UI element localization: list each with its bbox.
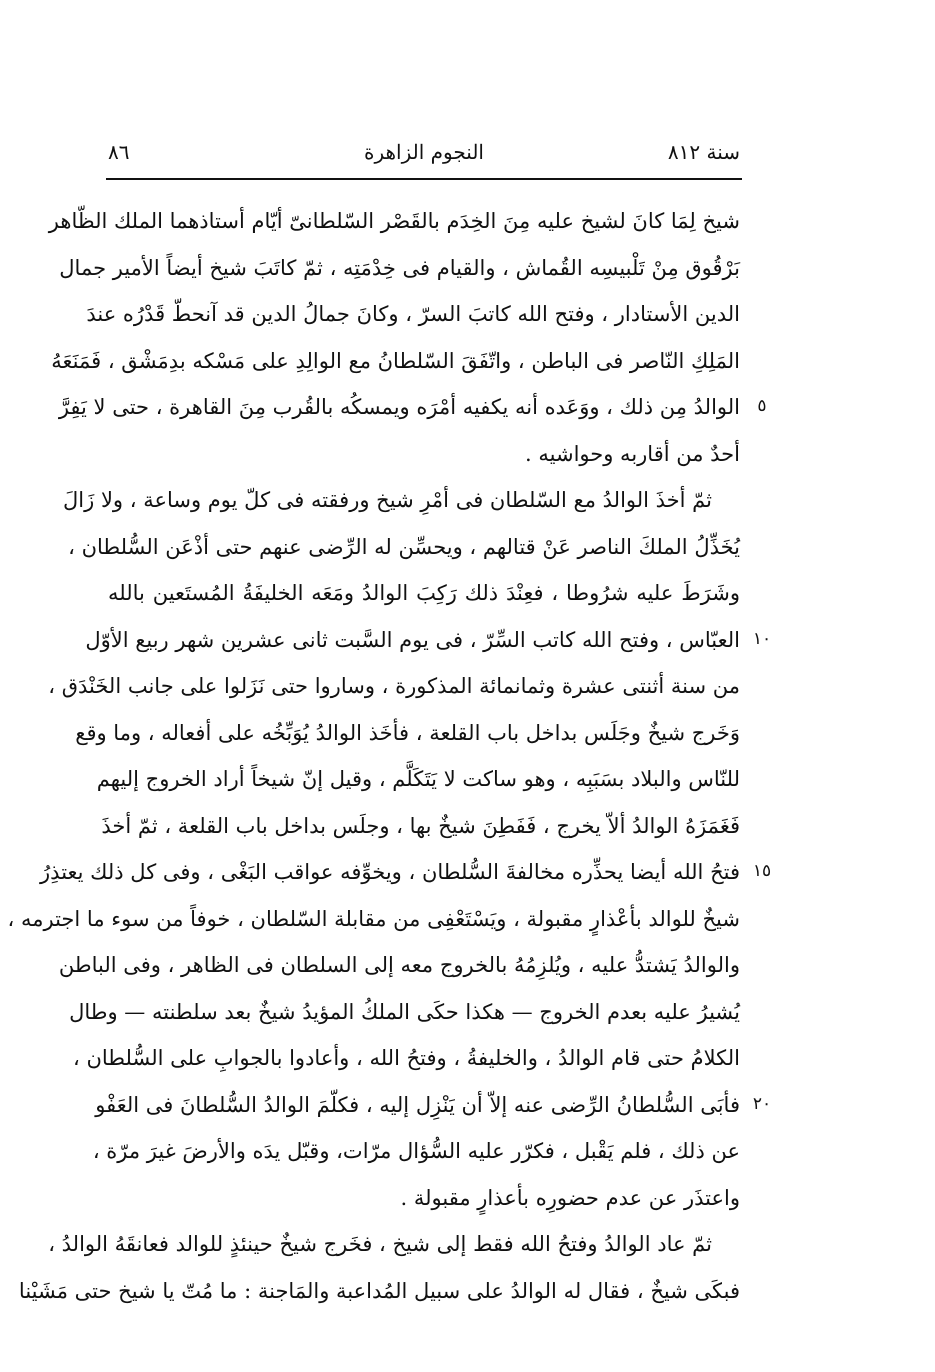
text-line: وَخَرج شيخٌ وجَلَس بداخل باب القلعة ، فأخَذ الوالدُ يُوَبِّخُه على أفعاله ، وما وقع	[75, 720, 740, 745]
text-line: فَغَمَزَهُ الوالدُ ألاّ يخرج ، فَفَطِنَ شيخٌ بها ، وجلَس بداخل باب القلعة ، ثمّ أخذَ	[101, 813, 740, 838]
text-line: والوالدُ يَشتدُّ عليه ، ويُلزِمُهُ بالخروج معه إلى السلطان فى الظاهر ، وفى الباطن	[58, 953, 740, 977]
text-line: وشَرَطَ عليه شرُوطا ، فعِنْدَ ذلك رَكِبَ الوالدُ ومَعَه الخليفَةُ المُستَعين بالله	[108, 581, 740, 605]
text-line: الدين الأستادار ، وفتح الله كاتبَ السرّ ، وكانَ جمالُ الدين قد آنحطّ قَدْرُه عندَ	[86, 302, 740, 326]
text-line: ثمّ أخذَ الوالدُ مع السّلطان فى أمْرِ شيخ ورفقته فى كلّ يوم وساعة ، ولا زَالَ	[63, 488, 712, 512]
text-line: للنّاس والبلاد بسَبَبِه ، وهو ساكت لا يَتَكَلَّم ، وقيل إنّ شيخاً أراد الخروج إليهم	[96, 767, 740, 791]
text-line: فأبَى السُّلطانُ الرِّضى عنه إلاّ أن يَنْزِل إليه ، فكلّمَ الوالدُ السُّلطانَ فى العَفْو	[95, 1092, 740, 1117]
text-line: العبّاس ، وفتح الله كاتب السِّرّ ، فى يوم السَّبت ثانى عشرين شهر ربيع الأوّل	[85, 627, 740, 652]
margin-line-number: ٢٠	[752, 1093, 772, 1114]
text-line: بَرْقُوق مِنْ تَلْبيسِه القُماش ، والقيام فى خِدْمَتِه ، ثمّ كاتَبَ شيخ أيضاً الأمير جمال	[59, 255, 740, 280]
text-line: ثمّ عاد الوالدُ وفتحُ الله فقط إلى شيخ ، فخَرج شيخٌ حينئذٍ للوالد فعانقَهُ الوالدُ ،	[48, 1232, 712, 1256]
text-line: واعتذَر عن عدم حضورِه بأعذارٍ مقبولة .	[400, 1185, 740, 1210]
text-line: فبكَى شيخٌ ، فقال له الوالدُ على سبيل المُداعبة والمَاجنة : ما مُتّ يا شيخ حتى مَشَيْنا	[18, 1278, 740, 1303]
text-line: الوالدُ مِن ذلك ، ووَعَده أنه يكفيه أمْرَه ويمسكُه بالقُرب مِنَ القاهرة ، حتى لا يَفِرَّ	[58, 395, 740, 419]
text-line: شيخ لِمَا كانَ لشيخ عليه مِنَ الخِدَم بالقَصْر السّلطانىّ أيّام أستاذهما الملك الظّاهر	[48, 209, 740, 233]
margin-line-number: ١٥	[752, 861, 772, 881]
text-line: من سنة أثنتى عشرة وثمانمائة المذكورة ، وساروا حتى نَزَلوا على جانب الخَنْدَق ،	[48, 674, 740, 698]
text-line: عن ذلك ، فلم يَقْبل ، فكرّر عليه السُّؤال مرّات، وقبّل يدَه والأرضَ غيرَ مرّة ،	[92, 1139, 740, 1163]
text-line: يُشيرُ عليه بعدم الخروج — هكذا حكَى الملكُ المؤيدُ شيخٌ بعد سلطنته — وطال	[69, 999, 740, 1024]
header-rule	[106, 178, 742, 180]
text-line: يُخَذِّلُ الملكَ الناصر عَنْ قتالهم ، ويحسِّن له الرِّضى عنهم حتى أذْعَن السُّلطان ،	[68, 534, 740, 559]
text-line: فتحُ الله أيضا يحذِّره مخالفةَ السُّلطان ، ويخوِّفه عواقب البَغْى ، وفى كل ذلك يعتذِرُ	[40, 860, 740, 884]
running-header	[108, 140, 740, 176]
text-line: المَلِكِ النّاصر فى الباطن ، واتّفَقَ السّلطانُ مع الوالِدِ على مَسْكه بدِمَشْق ، فَمَنَعَهُ	[51, 348, 740, 373]
text-line: شيخٌ للوالد بأعْذارٍ مقبولة ، ويَسْتَعْفِى من مقابلة السّلطان ، خوفاً من سوء ما اجترمه ،	[7, 906, 740, 931]
year-label: سنة ٨١٢	[667, 140, 740, 164]
page-number: ٨٦	[108, 140, 130, 164]
main-text	[7, 198, 740, 1314]
margin-line-number: ١٠	[752, 628, 772, 649]
margin-line-number: ٥	[757, 396, 767, 416]
text-line: الكلامُ حتى قام الوالدُ ، والخليفةُ ، وفتحُ الله ، وأعادوا بالجوابِ على السُّلطان ،	[73, 1046, 740, 1070]
text-line: أحدٌ من أقاربه وحواشيه .	[525, 441, 740, 466]
book-title: النجوم الزاهرة	[364, 140, 484, 164]
